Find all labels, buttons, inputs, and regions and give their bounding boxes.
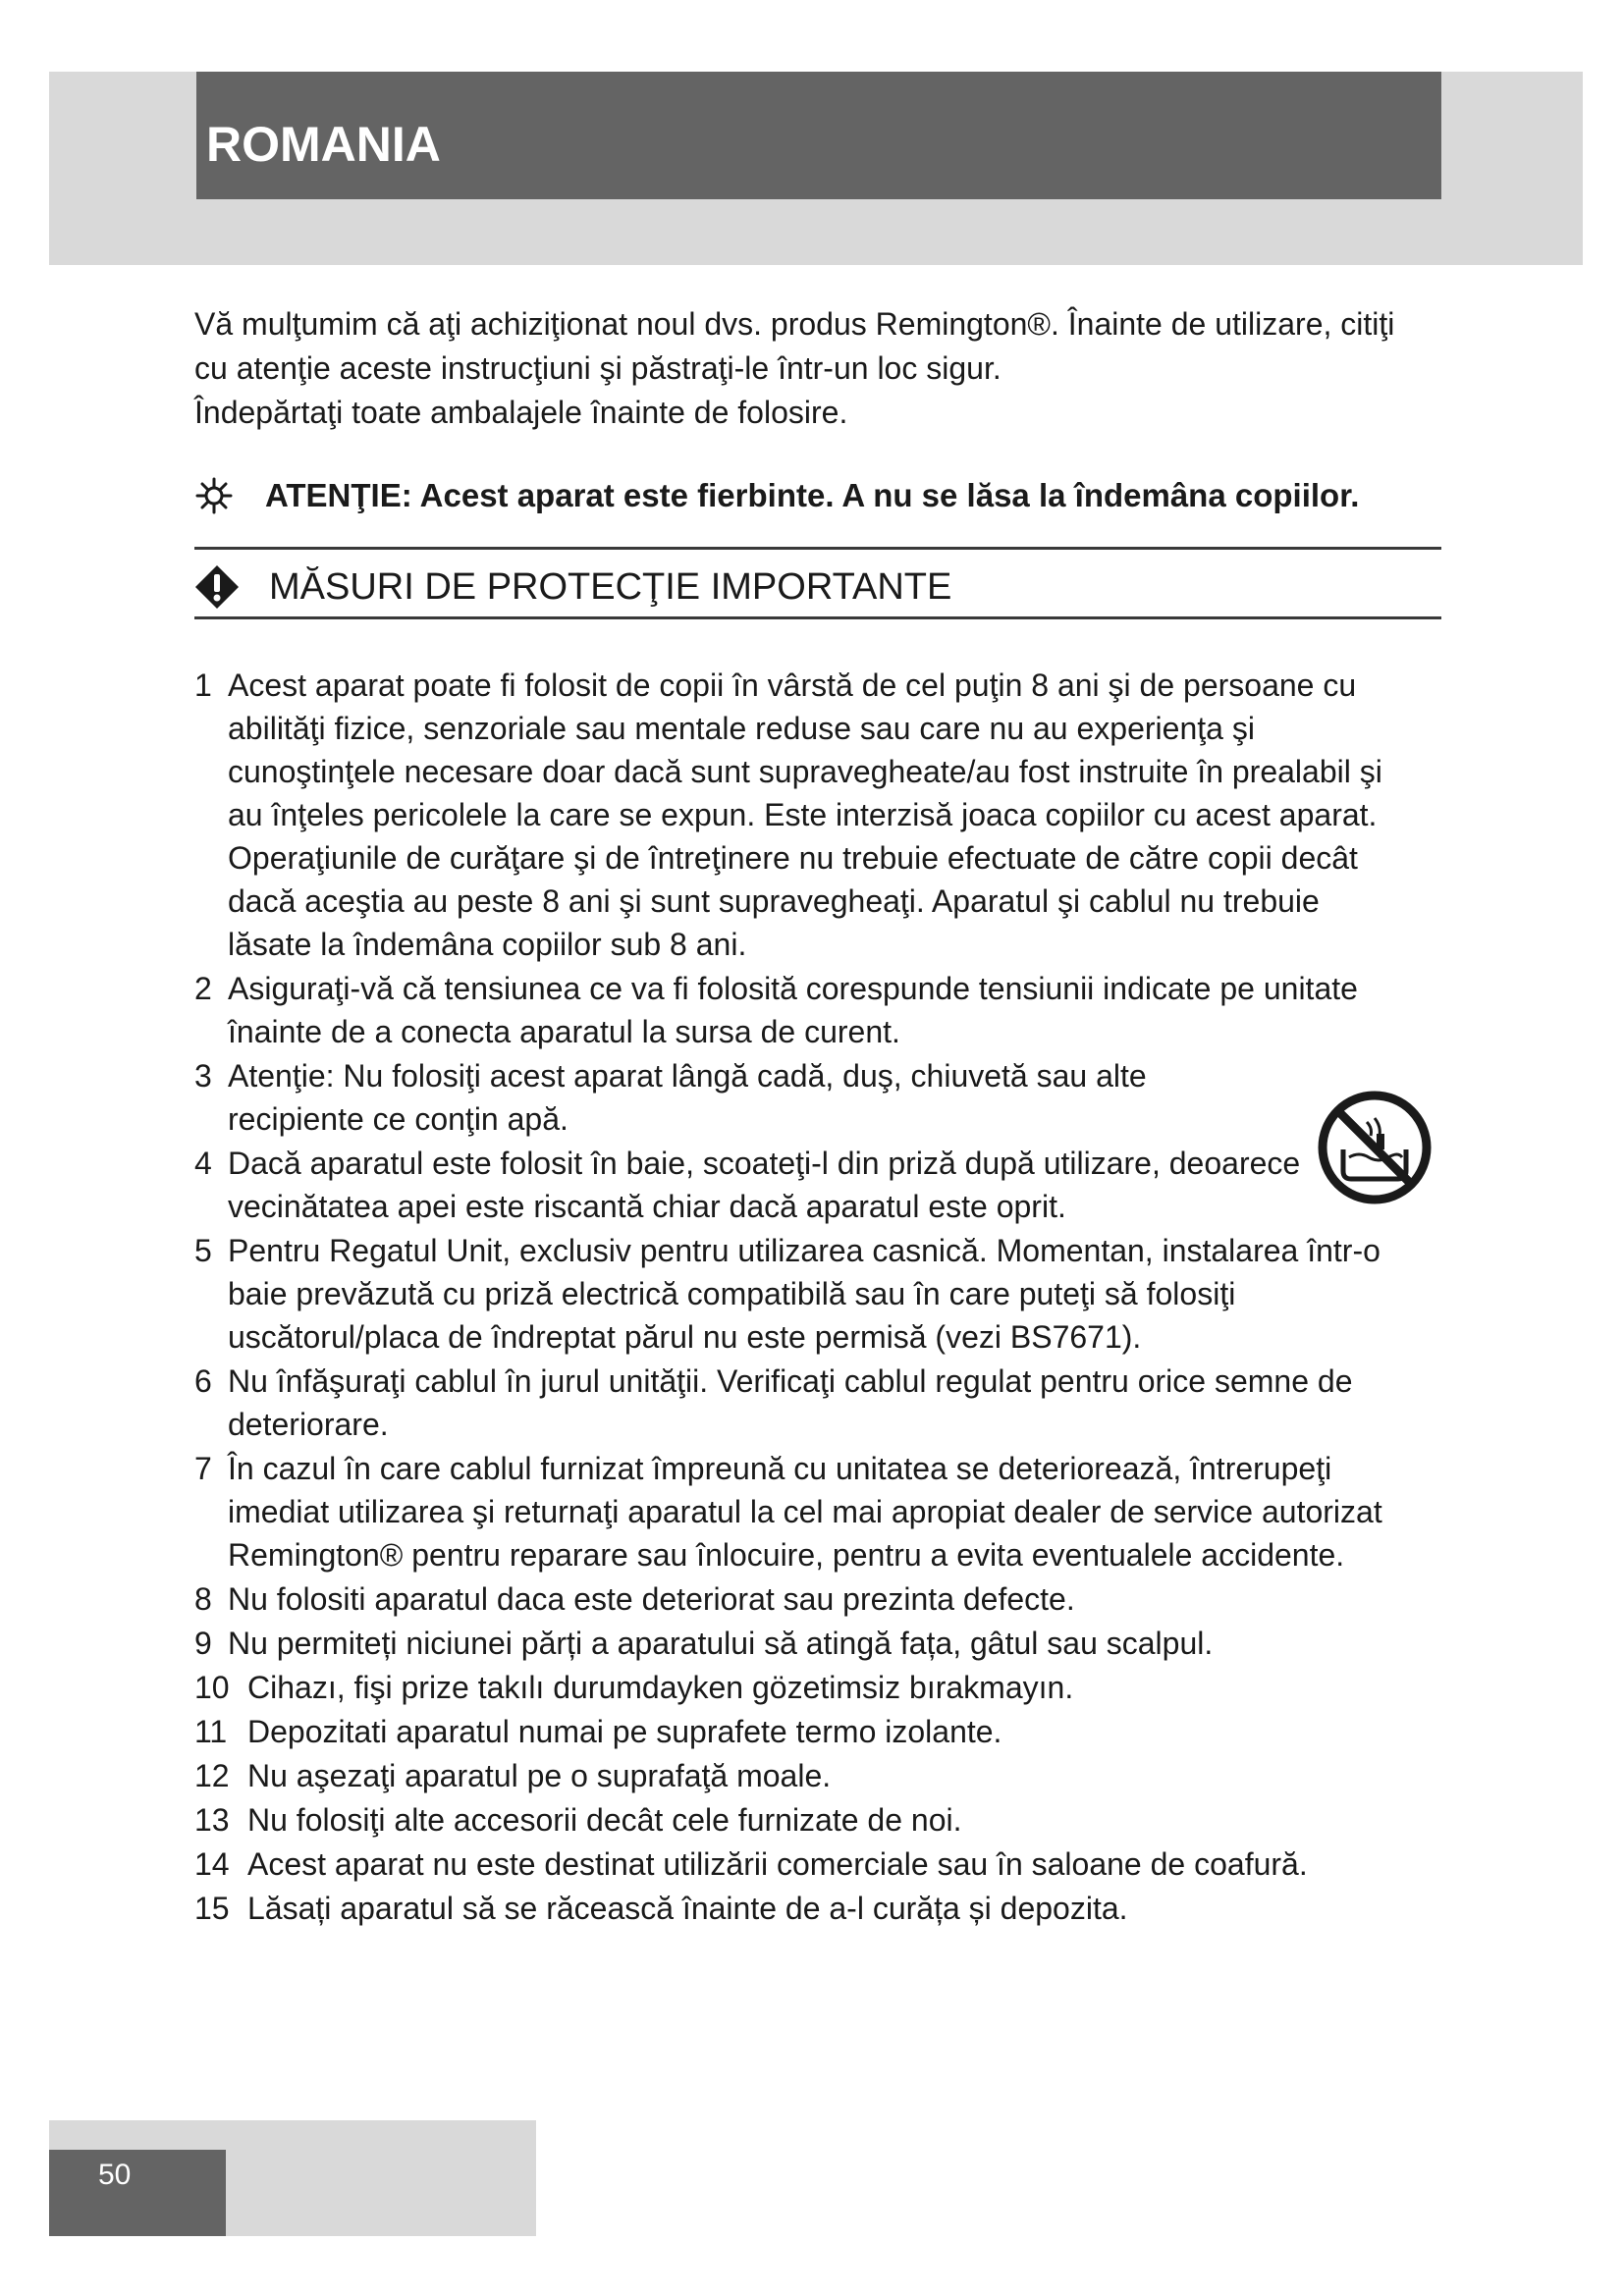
item-number: 13 [194,1802,230,1838]
list-item [194,664,1392,966]
list-item [194,1754,1392,1797]
hot-surface-icon [194,476,234,515]
list-item [194,1054,1392,1141]
item-text: Dacă aparatul este folosit în baie, scoateţi-l din priză după utilizare, deoarece vecinătatea apei este riscantă chiar dacă aparatul este oprit. [228,1146,1301,1224]
item-text: Nu înfăşuraţi cablul în jurul unităţii. Verificaţi cablul regulat pentru orice semne de deteriorare. [228,1363,1353,1442]
item-text: Asiguraţi-vă că tensiunea ce va fi folosită corespunde tensiunii indicate pe unitate înainte de a conecta aparatul la sursa de curent. [228,971,1358,1049]
section-title: MĂSURI DE PROTECŢIE IMPORTANTE [269,566,952,608]
item-text: Lăsați aparatul să se răcească înainte de a-l curăța și depozita. [247,1891,1128,1926]
list-item [194,1666,1392,1709]
list-item [194,967,1392,1053]
page-number-box [49,2150,226,2236]
item-text: Atenţie: Nu folosiţi acest aparat lângă cadă, duş, chiuvetă sau alte recipiente ce conţin apă. [228,1058,1147,1137]
page-title: ROMANIA [206,117,441,172]
list-item [194,1577,1392,1621]
item-number: 7 [194,1451,212,1486]
item-number: 9 [194,1626,212,1661]
item-text: Nu folositi aparatul daca este deteriorat sau prezinta defecte. [228,1581,1075,1617]
item-text: Acest aparat nu este destinat utilizării comerciale sau în saloane de coafură. [247,1846,1308,1882]
item-number: 11 [194,1714,228,1749]
item-number: 4 [194,1146,212,1181]
list-item [194,1142,1392,1228]
item-text: Nu aşezaţi aparatul pe o suprafaţă moale. [247,1758,832,1793]
item-text: Nu permiteți niciunei părți a aparatului să atingă fața, gâtul sau scalpul. [228,1626,1214,1661]
item-number: 14 [194,1846,230,1882]
item-number: 3 [194,1058,212,1094]
warning-diamond-icon [194,564,240,610]
item-text: Depozitati aparatul numai pe suprafete termo izolante. [247,1714,1002,1749]
list-item [194,1360,1392,1446]
item-number: 15 [194,1891,230,1926]
list-item [194,1798,1392,1842]
list-item [194,1710,1392,1753]
page-number: 50 [98,2159,132,2191]
section-rule-top [194,547,1441,550]
section-rule-bottom [194,616,1441,619]
item-number: 10 [194,1670,230,1705]
warning-text: ATENŢIE: Acest aparat este fierbinte. A nu se lăsa la îndemâna copiilor. [265,477,1360,513]
item-text: Nu folosiţi alte accesorii decât cele furnizate de noi. [247,1802,962,1838]
item-text: Pentru Regatul Unit, exclusiv pentru utilizarea casnică. Momentan, instalarea într-o baie prevăzută cu priză electrică compatibilă sau în care puteţi să folosiţi uscătorul/placa de îndreptat părul nu este permisă (vezi BS7671). [228,1233,1380,1355]
intro-text [194,302,1432,435]
section-heading [194,560,1441,614]
item-number: 6 [194,1363,212,1399]
item-number: 5 [194,1233,212,1268]
intro-paragraph: Îndepărtaţi toate ambalajele înainte de folosire. [194,395,848,430]
hot-warning [194,473,1451,518]
item-text: În cazul în care cablul furnizat împreună cu unitatea se deteriorează, întrerupeţi imediat utilizarea şi returnaţi aparatul la cel mai apropiat dealer de service autorizat Remington® pentru reparare sau înlocuire, pentru a evita eventualele accidente. [228,1451,1382,1573]
item-number: 8 [194,1581,212,1617]
list-item [194,1229,1392,1359]
list-item [194,1842,1392,1886]
safety-list [194,664,1392,1931]
item-number: 12 [194,1758,230,1793]
item-number: 2 [194,971,212,1006]
list-item [194,1887,1392,1930]
item-text: Acest aparat poate fi folosit de copii în vârstă de cel puţin 8 ani şi de persoane cu abilităţi fizice, senzoriale sau mentale reduse sau care nu au experienţa şi cunoştinţele necesare doar dacă sunt supravegheate/au fost instruite în prealabil şi au înţeles pericolele la care se expun. Este interzisă joaca copiilor cu acest aparat. Operaţiunile de curăţare şi de întreţinere nu trebuie efectuate de către copii decât dacă aceştia au peste 8 ani şi sunt supravegheaţi. Aparatul şi cablul nu trebuie lăsate la îndemâna copiilor sub 8 ani. [228,667,1382,962]
list-item [194,1622,1392,1665]
no-bath-water-icon [1316,1089,1434,1206]
intro-paragraph: Vă mulţumim că aţi achiziţionat noul dvs. produs Remington®. Înainte de utilizare, citiţi cu atenţie aceste instrucţiuni şi păstraţi-le într-un loc sigur. [194,306,1395,386]
list-item [194,1447,1392,1576]
item-text: Cihazı, fişi prize takılı durumdayken gözetimsiz bırakmayın. [247,1670,1074,1705]
item-number: 1 [194,667,212,703]
